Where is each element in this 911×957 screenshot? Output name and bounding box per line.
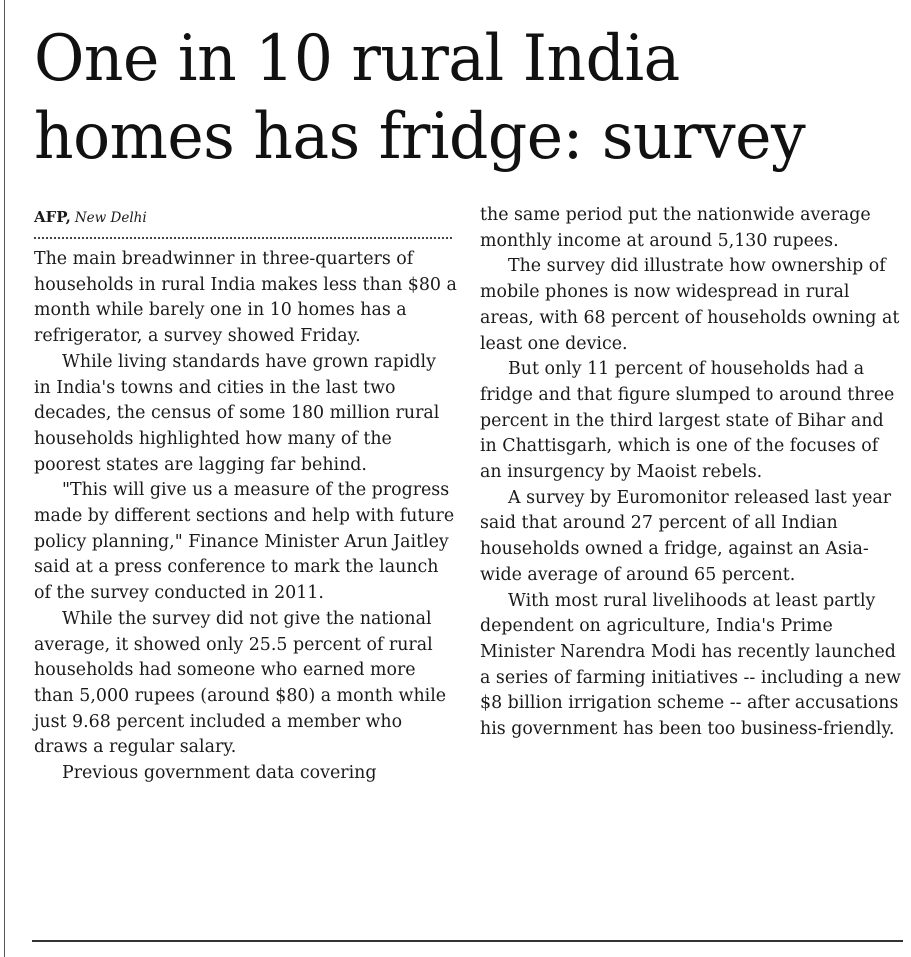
body-paragraph: While the survey did not give the national average, it showed only 25.5 percent of rural households had someone who earned more than 5,000 rupees (around $80) a month while just 9.68 percent included a member who draws a regular salary.: [34, 608, 447, 758]
body-paragraph: While living standards have grown rapidly in India's towns and cities in the last two decades, the census of some 180 million rural households highlighted how many of the poorest states are lagging far behind.: [34, 351, 440, 475]
body-paragraph: Previous government data covering: [62, 763, 377, 784]
byline-place: New Delhi: [74, 210, 147, 226]
article-column-right: [480, 203, 904, 743]
body-paragraph: "This will give us a measure of the progress made by different sections and help with future policy planning," Finance Minister Arun Jaitley said at a press conference to mark the launch of the survey conducted in 2011.: [34, 480, 455, 604]
byline-divider: [34, 237, 452, 239]
body-paragraph: But only 11 percent of households had a fridge and that figure slumped to around three percent in the third largest state of Bihar and in Chattisgarh, which is one of the focuses of an insurgency by Maoist rebels.: [480, 359, 895, 483]
body-paragraph: the same period put the nationwide average monthly income at around 5,130 rupees.: [480, 205, 871, 251]
bottom-rule: [32, 940, 903, 942]
body-paragraph: The main breadwinner in three-quarters of households in rural India makes less than $80 a month while barely one in 10 homes has a refrigerator, a survey showed Friday.: [34, 249, 457, 347]
left-column-rule: [4, 0, 5, 957]
byline-agency: AFP,: [34, 208, 71, 226]
body-paragraph: With most rural livelihoods at least partly dependent on agriculture, India's Prime Minister Narendra Modi has recently launched a series of farming initiatives -- including a new $8 billion irrigation scheme -- after accusations his government has been too business-friendly.: [480, 590, 901, 740]
body-paragraph: A survey by Euromonitor released last year said that around 27 percent of all Indian households owned a fridge, against an Asia-wide average of around 65 percent.: [480, 487, 892, 585]
headline: One in 10 rural India homes has fridge: survey: [34, 22, 806, 174]
body-paragraph: The survey did illustrate how ownership of mobile phones is now widespread in rural areas, with 68 percent of households owning at least one device.: [480, 256, 900, 354]
article-column-left: [34, 200, 458, 787]
byline: [34, 207, 458, 237]
